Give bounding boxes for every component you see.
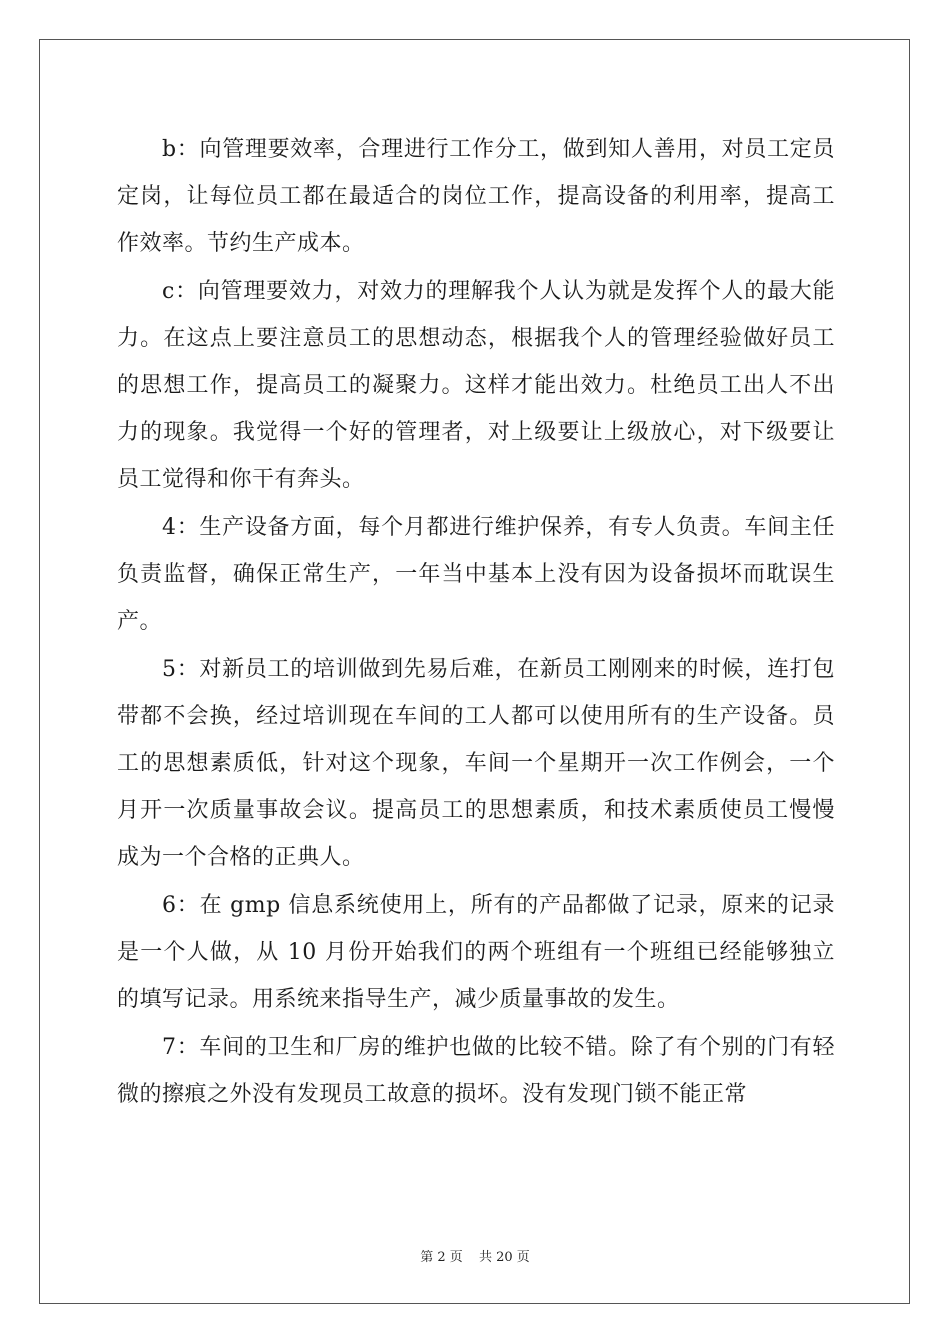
paragraph-4: 4：生产设备方面，每个月都进行维护保养，有专人负责。车间主任负责监督，确保正常生产，一年当中基本上没有因为设备损坏而耽误生产。 xyxy=(117,515,835,634)
page-number: 第 2 页 xyxy=(420,1250,463,1265)
paragraph-6: 6：在 gmp 信息系统使用上，所有的产品都做了记录，原来的记录是一个人做，从 10 月份开始我们的两个班组有一个班组已经能够独立的填写记录。用系统来指导生产，减少质量事故的发生。 xyxy=(117,893,835,1012)
paragraph-7: 7：车间的卫生和厂房的维护也做的比较不错。除了有个别的门有轻微的擦痕之外没有发现员工故意的损坏。没有发现门锁不能正常 xyxy=(117,1035,835,1107)
paragraph-b: b：向管理要效率，合理进行工作分工，做到知人善用，对员工定员定岗，让每位员工都在最适合的岗位工作，提高设备的利用率，提高工作效率。节约生产成本。 xyxy=(117,137,835,256)
paragraph-5: 5：对新员工的培训做到先易后难，在新员工刚刚来的时候，连打包带都不会换，经过培训现在车间的工人都可以使用所有的生产设备。员工的思想素质低，针对这个现象，车间一个星期开一次工作例会，一个月开一次质量事故会议。提高员工的思想素质，和技术素质使员工慢慢成为一个合格的正典人。 xyxy=(117,657,835,870)
page-footer xyxy=(0,1246,950,1265)
paragraph-c: c：向管理要效力，对效力的理解我个人认为就是发挥个人的最大能力。在这点上要注意员工的思想动态，根据我个人的管理经验做好员工的思想工作，提高员工的凝聚力。这样才能出效力。杜绝员工出人不出力的现象。我觉得一个好的管理者，对上级要让上级放心，对下级要让员工觉得和你干有奔头。 xyxy=(117,279,835,492)
document-body xyxy=(117,126,835,1118)
page-total: 共 20 页 xyxy=(478,1250,530,1265)
